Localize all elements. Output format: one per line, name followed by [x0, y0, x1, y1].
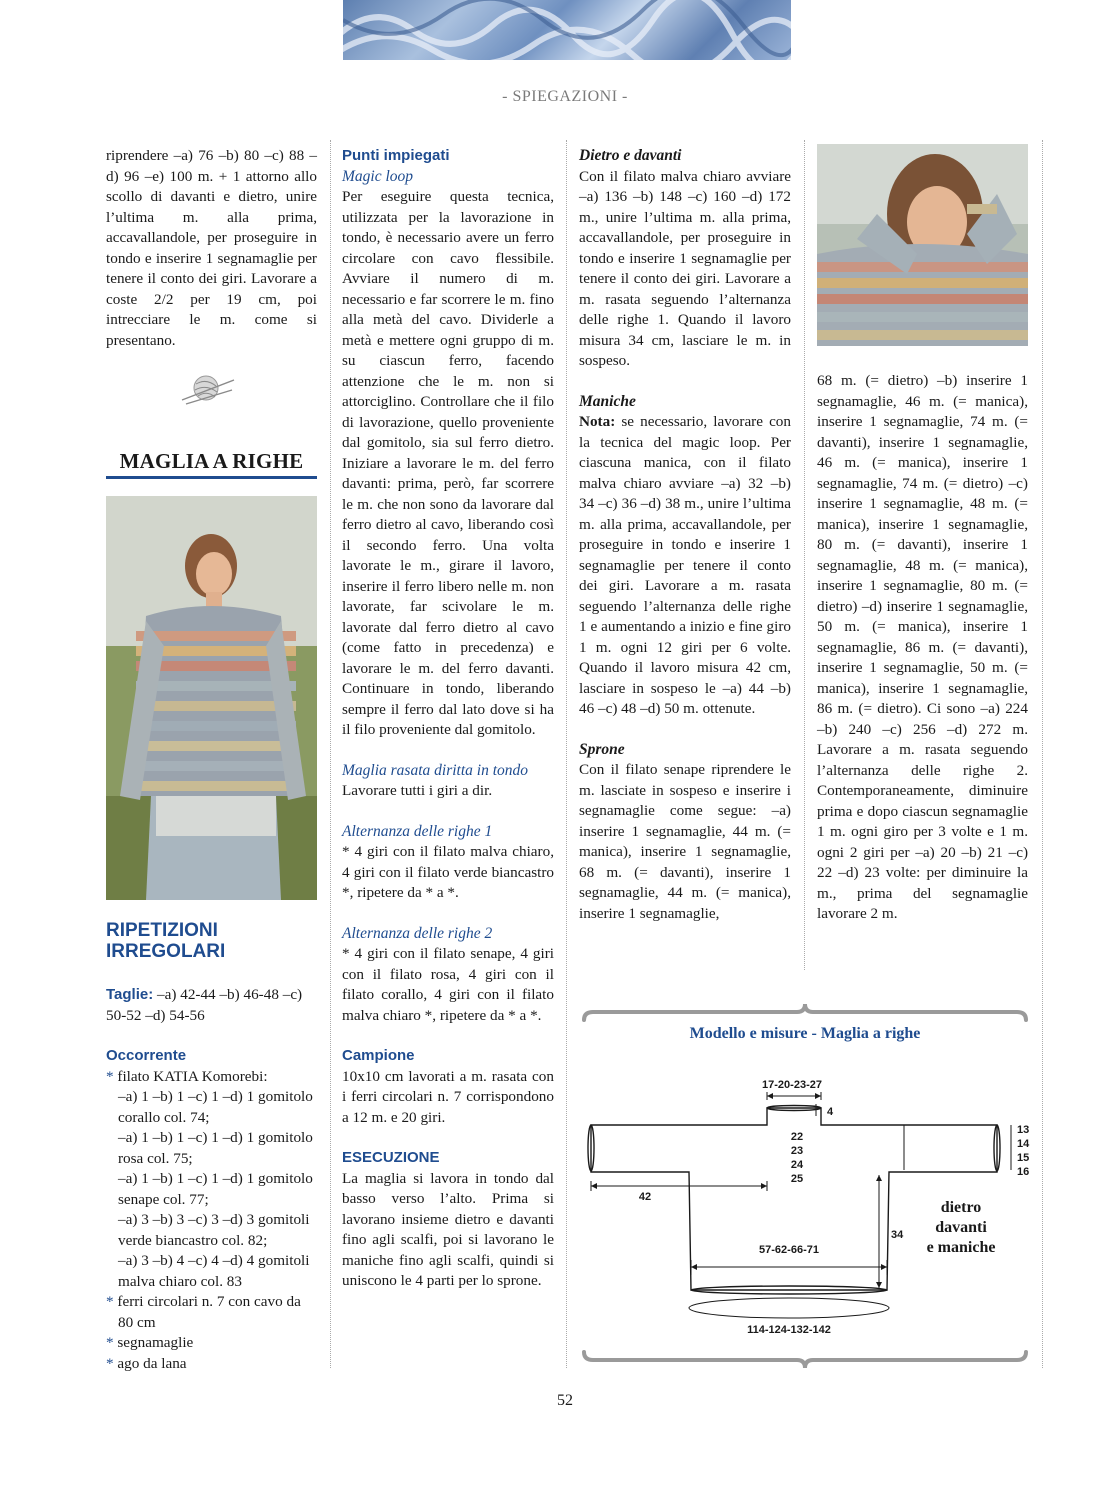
- title-underline: [106, 476, 317, 479]
- cuff-height-label: 14: [1017, 1138, 1030, 1150]
- section-header: - SPIEGAZIONI -: [502, 88, 628, 105]
- magic-loop-text: Per eseguire questa tecnica, utilizzata per la lavorazione in tondo, è necessario avere un ferro circolare con cavo flessibile. Avviare il numero di m. necessario e far scorrere le m. fino alla metà del cavo. Dividerle a metà e mettere ogni gruppo di m. su ciascun ferro, facendo attenzione che le m. non si attorciglino. Controllare che il filo di lavorazione, quello proveniente dal gomitolo, sia sul ferro dietro. Iniziare a lavorare le m. del ferro davanti: prima, però, far scorrere le m. che non sono da lavorare dal ferro dietro al cavo, liberando così il secondo ferro. Una volta lavorate le m., girare il lavoro, inserire il ferro libero nelle m. non lavorate, far scivolare le m. lavorate dal ferro dietro al cavo (come fatto in precedenza) e lavorare le m. del ferro davanti. Continuare in tondo, liberando sempre il ferro dal lato dove si ha il filo proveniente dal gomitolo.: [342, 188, 554, 738]
- sizes-label: Taglie:: [106, 986, 154, 1003]
- sizes: [106, 985, 317, 1026]
- material-item: –a) 1 –b) 1 –c) 1 –d) 1 gomitolo corallo col. 74;: [118, 1088, 313, 1126]
- stripes-1-label: Alternanza delle righe 1: [342, 822, 493, 840]
- column-divider: [1042, 140, 1043, 1368]
- bottom-bracket: [584, 1352, 1026, 1368]
- neck-width-label: 17-20-23-27: [762, 1079, 822, 1091]
- magic-loop-label: Magic loop: [342, 167, 414, 185]
- sleeve-length-label: 42: [638, 1191, 652, 1203]
- material-item: * ferri circolari n. 7 con cavo da 80 cm: [106, 1293, 301, 1331]
- column-1-materials: [106, 985, 317, 1374]
- execution-label: ESECUZIONE: [342, 1149, 440, 1166]
- sizes-text: –a) 42-44 –b) 46-48 –c) 50-52 –d) 54-56: [106, 986, 303, 1024]
- material-item: –a) 1 –b) 1 –c) 1 –d) 1 gomitolo rosa col. 75;: [118, 1129, 313, 1167]
- top-banner-knit-texture: [343, 0, 791, 60]
- yoke-height-label: 23: [790, 1145, 804, 1157]
- column-4: [817, 371, 1028, 925]
- material-item: –a) 3 –b) 3 –c) 3 –d) 3 gomitoli verde biancastro col. 82;: [118, 1211, 310, 1249]
- yarn-ball-icon: [180, 368, 236, 408]
- yoke-height-label: 24: [790, 1159, 804, 1171]
- page-number: 52: [557, 1392, 573, 1409]
- model-photo-closeup: [817, 144, 1028, 346]
- cuff-height-label: 13: [1017, 1124, 1030, 1136]
- column-1-top: [106, 146, 317, 351]
- yoke-text: Con il filato senape riprendere le m. lasciate in sospeso e inserire i segnamaglie come segue: –a) inserire 1 segnamaglie, 44 m. (= manica), inserire 1 segnamaglie, 68 m. (= davanti), inserire 1 segnamaglie, 44 m. (= manica), inserire 1 segnamaglie,: [579, 761, 791, 922]
- yoke-height-label: 25: [790, 1173, 804, 1185]
- cuff-height-label: 16: [1017, 1166, 1030, 1178]
- top-bracket: [584, 1004, 1026, 1020]
- body-width-label: 57-62-66-71: [759, 1244, 819, 1256]
- subtitle-ripetizioni: [106, 920, 317, 962]
- material-item: * filato KATIA Komorebi:: [106, 1067, 268, 1085]
- neck-height-label: 4: [827, 1106, 834, 1118]
- rasata-label: Maglia rasata diritta in tondo: [342, 761, 529, 779]
- stripes-2-label: Alternanza delle righe 2: [342, 924, 493, 942]
- column-divider: [330, 140, 331, 1368]
- yoke-continued-text: 68 m. (= dietro) –b) inserire 1 segnamaglie, 46 m. (= manica), inserire 1 segnamaglie, 74 m. (= davanti), inserire 1 segnamaglie, 46 m. (= manica), inserire 1 segnamaglie, 74 m. (= dietro) –c) inserire 1 segnamaglie, 48 m. (= manica), inserire 1 segnamaglie, 80 m. (= davanti), inserire 1 segnamaglie, 48 m. (= manica), inserire 1 segnamaglie, 80 m. (= dietro) –d) inserire 1 segnamaglie, 50 m. (= manica), inserire 1 segnamaglie, 86 m. (= davanti), inserire 1 segnamaglie, 50 m. (= manica), inserire 1 segnamaglie, 86 m. (= dietro). Ci sono –a) 224 –b) 240 –c) 256 –d) 272 m. Lavorare a m. rasata seguendo l’alternanza delle righe 2. Contemporaneamente, diminuire prima e dopo ciascun segnamaglie 1 m. ogni giro per 3 volte e 1 m. ogni 2 giri per –a) 20 –b) 21 –c) 22 –d) 23 volte: per diminuire la m., prima del segnamaglie lavorare 2 m.: [817, 372, 1028, 922]
- subtitle-line: RIPETIZIONI: [106, 920, 218, 941]
- sleeves-label: Maniche: [579, 392, 636, 410]
- back-front-label: Dietro e davanti: [579, 147, 682, 164]
- diagram-title: Modello e misure - Maglia a righe: [689, 1025, 921, 1042]
- collar-instructions: riprendere –a) 76 –b) 80 –c) 88 –d) 96 –e) 100 m. + 1 attorno allo scollo di davanti e dietro, unire l’ultima m. alla prima, accavallandole, per proseguire in tondo e inserire 1 segnamaglie per tenere il conto dei giri. Lavorare a coste 2/2 per 19 cm, poi intrecciare le m. come si presentano.: [106, 147, 317, 349]
- back-front-text: Con il filato malva chiaro avviare –a) 136 –b) 148 –c) 160 –d) 172 m., unire l’ultima m. alla prima, accavallandole, per proseguire in tondo e inserire 1 segnamaglie per tenere il conto dei giri. Lavorare a m. rasata seguendo l’alternanza delle righe 1. Quando il lavoro misura 34 cm, lasciare le m. in sospeso.: [579, 167, 791, 369]
- stripes-1-text: * 4 giri con il filato malva chiaro, 4 giri con il filato verde biancastro *, ripetere da * a *.: [342, 843, 554, 901]
- stripes-2-text: * 4 giri con il filato senape, 4 giri con il filato rosa, 4 giri con il filato corallo, 4 giri con il filato malva chiaro *, ripetere da * a *.: [342, 945, 554, 1024]
- execution-text: La maglia si lavora in tondo dal basso verso l’alto. Prima si lavorano insieme dietro e davanti fino agli scalfi, poi si lavorano le maniche fino agli scalfi, quindi si uniscono le 4 parti per lo sprone.: [342, 1169, 554, 1289]
- schematic-diagram: [579, 1000, 1031, 1372]
- column-divider: [804, 140, 805, 970]
- material-item: –a) 3 –b) 4 –c) 4 –d) 4 gomitoli malva chiaro col. 83: [118, 1252, 310, 1290]
- column-divider: [566, 140, 567, 1368]
- note-label: Nota:: [579, 413, 616, 430]
- gauge-label: Campione: [342, 1047, 415, 1064]
- yoke-label: Sprone: [579, 740, 625, 758]
- part-label: davanti: [935, 1219, 987, 1236]
- yoke-height-label: 22: [790, 1131, 804, 1143]
- stitches-label: Punti impiegati: [342, 147, 450, 164]
- materials-label: Occorrente: [106, 1047, 187, 1064]
- material-item: * ago da lana: [106, 1354, 187, 1372]
- cuff-height-label: 15: [1017, 1152, 1030, 1164]
- sleeves-text: Nota: se necessario, lavorare con la tecnica del magic loop. Per ciascuna manica, con il filato malva chiaro avviare –a) 32 –b) 34 –c) 36 –d) 38 m., unire l’ultima m. alla prima, accavallandole, per proseguire in tondo e inserire 1 segnamaglie per tenere il conto dei giri. Lavorare a m. rasata seguendo l’alternanza delle righe 1 e aumentando a inizio e fine giro 1 m. ogni 12 giri per 6 volte. Quando il lavoro misura 42 cm, lasciare in sospeso le –a) 44 –b) 46 –c) 48 –d) 50 m. ottenute.: [579, 413, 791, 717]
- part-label: e maniche: [926, 1239, 996, 1256]
- pattern-title: MAGLIA A RIGHE: [119, 449, 304, 473]
- material-item: * segnamaglie: [106, 1334, 194, 1351]
- rasata-text: Lavorare tutti i giri a dir.: [342, 782, 493, 799]
- column-3: [579, 146, 791, 924]
- gauge-text: 10x10 cm lavorati a m. rasata con i ferri circolari n. 7 corrispondono a 12 m. e 20 giri.: [342, 1067, 554, 1126]
- column-2: [342, 146, 554, 1292]
- model-photo-full: [106, 496, 317, 900]
- material-item: –a) 1 –b) 1 –c) 1 –d) 1 gomitolo senape col. 77;: [118, 1170, 313, 1208]
- body-height-label: 34: [891, 1229, 904, 1241]
- part-label: dietro: [940, 1199, 982, 1216]
- hem-circumference-label: 114-124-132-142: [747, 1324, 831, 1336]
- subtitle-line: IRREGOLARI: [106, 941, 226, 962]
